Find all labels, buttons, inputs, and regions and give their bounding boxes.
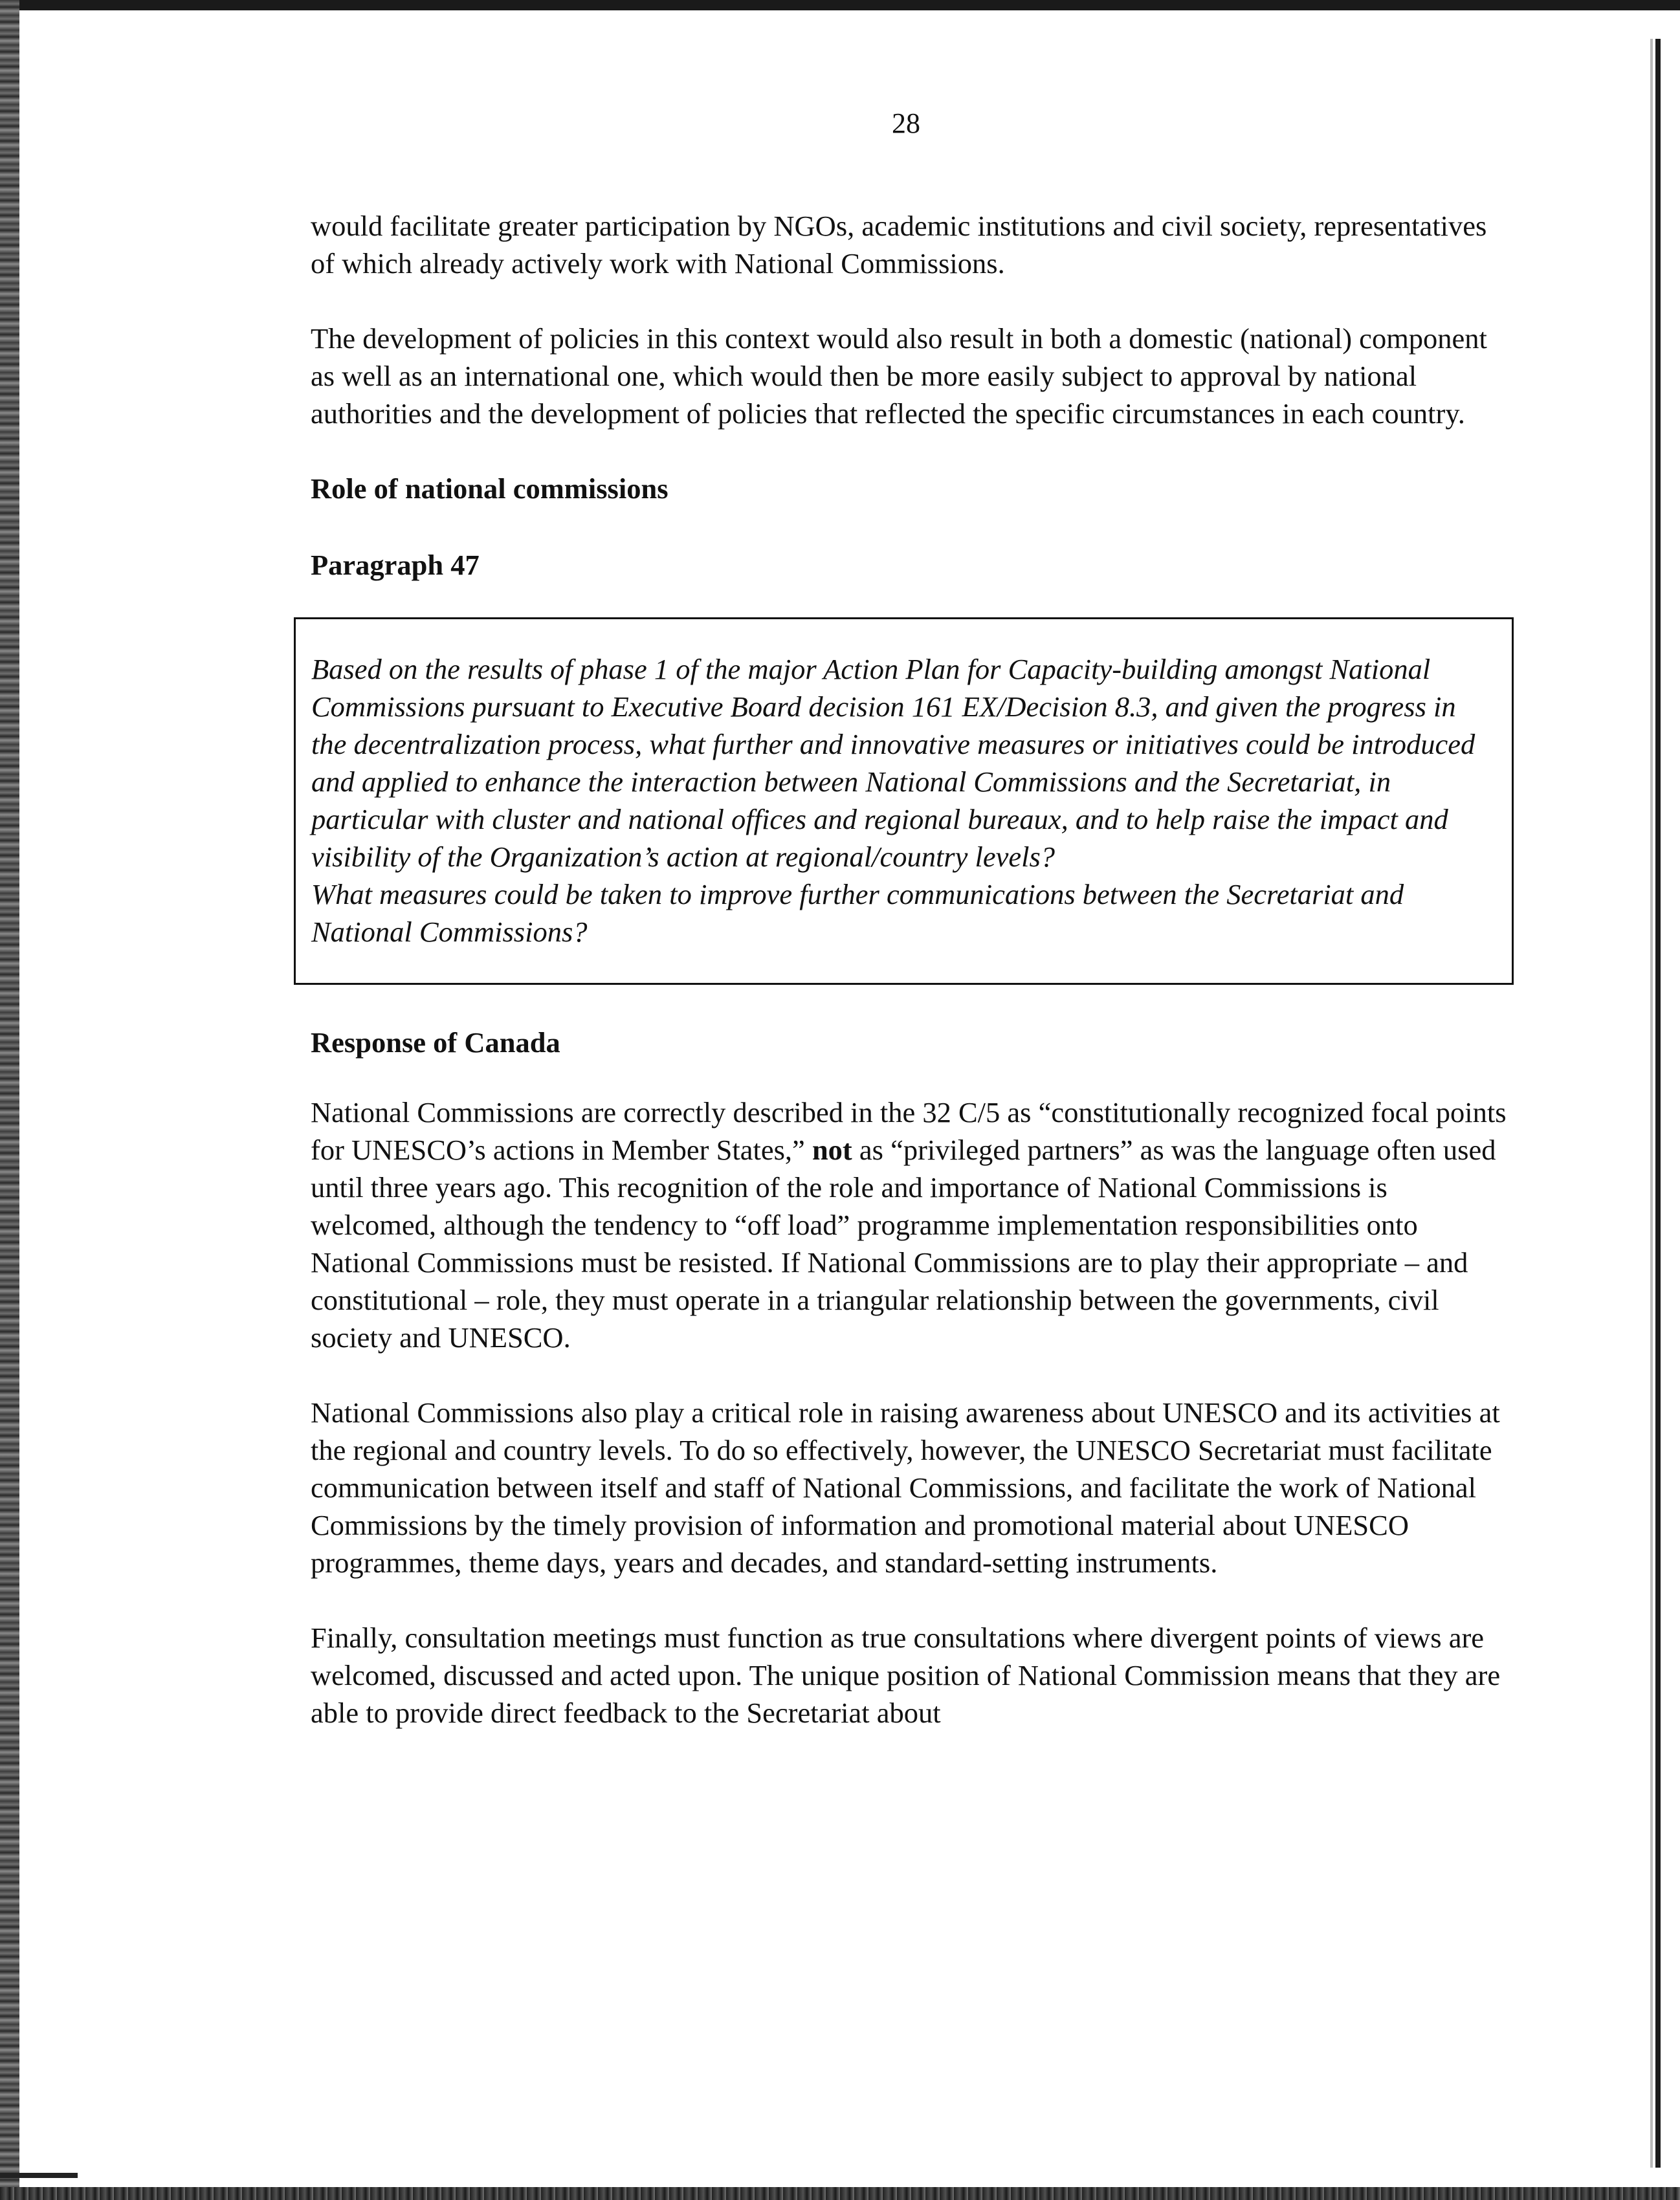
response-paragraph-2: National Commissions also play a critical role in raising awareness about UNESCO and its activities at the regional and country levels. To do so effectively, however, the UNESCO Secretariat must facilitate communication between itself and staff of National Commissions, and facilitate the work of National Commissions by the timely provision of information and promotional material about UNESCO programmes, theme days, years and decades, and standard-setting instruments. xyxy=(311,1396,1500,1579)
page-body xyxy=(311,207,1514,1732)
scan-edge-right xyxy=(1655,39,1661,2168)
response-paragraph-1-emphasis: not xyxy=(812,1134,852,1166)
section-heading: Role of national commissions xyxy=(311,472,669,505)
intro-paragraph-1: would facilitate greater participation by NGOs, academic institutions and civil society, representatives of which already actively work with National Commissions. xyxy=(311,210,1487,280)
response-paragraph-1-part-a: National Commissions are correctly described in the 32 C/5 as “constitutionally recognized focal points for UNESCO’s actions in Member States,” xyxy=(311,1096,1507,1166)
question-1: Based on the results of phase 1 of the major Action Plan for Capacity-building amongst National Commissions pursuant to Executive Board decision 161 EX/Decision 8.3, and given the progress in the decentralization process, what further and innovative measures or initiatives could be introduced and applied to enhance the interaction between National Commissions and the Secretariat, in particular with cluster and national offices and regional bureaux, and to help raise the impact and visibility of the Organization’s action at regional/country levels? xyxy=(311,653,1476,873)
response-paragraph-1-part-b: as “privileged partners” as was the language often used until three years ago. This recognition of the role and importance of National Commissions is welcomed, although the tendency to “off load” programme implementation responsibilities onto National Commissions must be resisted. If National Commissions are to play their appropriate – and constitutional – role, they must operate in a triangular relationship between the governments, civil society and UNESCO. xyxy=(311,1134,1496,1354)
intro-paragraph-2: The development of policies in this context would also result in both a domestic (national) component as well as an international one, which would then be more easily subject to approval by national authorities and the development of policies that reflected the specific circumstances in each country. xyxy=(311,322,1487,430)
scan-edge-right-faint xyxy=(1650,39,1653,2168)
question-box xyxy=(294,617,1514,985)
scan-edge-bottom-mark xyxy=(0,2173,78,2178)
scan-edge-top xyxy=(0,0,1680,10)
question-2: What measures could be taken to improve further communications between the Secretariat and National Commissions? xyxy=(311,878,1404,948)
paragraph-label: Paragraph 47 xyxy=(311,549,480,581)
page-number: 28 xyxy=(892,107,920,139)
response-paragraph-1 xyxy=(311,1094,1514,1356)
response-heading: Response of Canada xyxy=(311,1026,560,1059)
response-paragraph-3: Finally, consultation meetings must function as true consultations where divergent points of views are welcomed, discussed and acted upon. The unique position of National Commission means that they are able to provide direct feedback to the Secretariat about xyxy=(311,1622,1501,1729)
scan-edge-bottom xyxy=(0,2187,1680,2200)
scan-edge-left xyxy=(0,0,19,2200)
